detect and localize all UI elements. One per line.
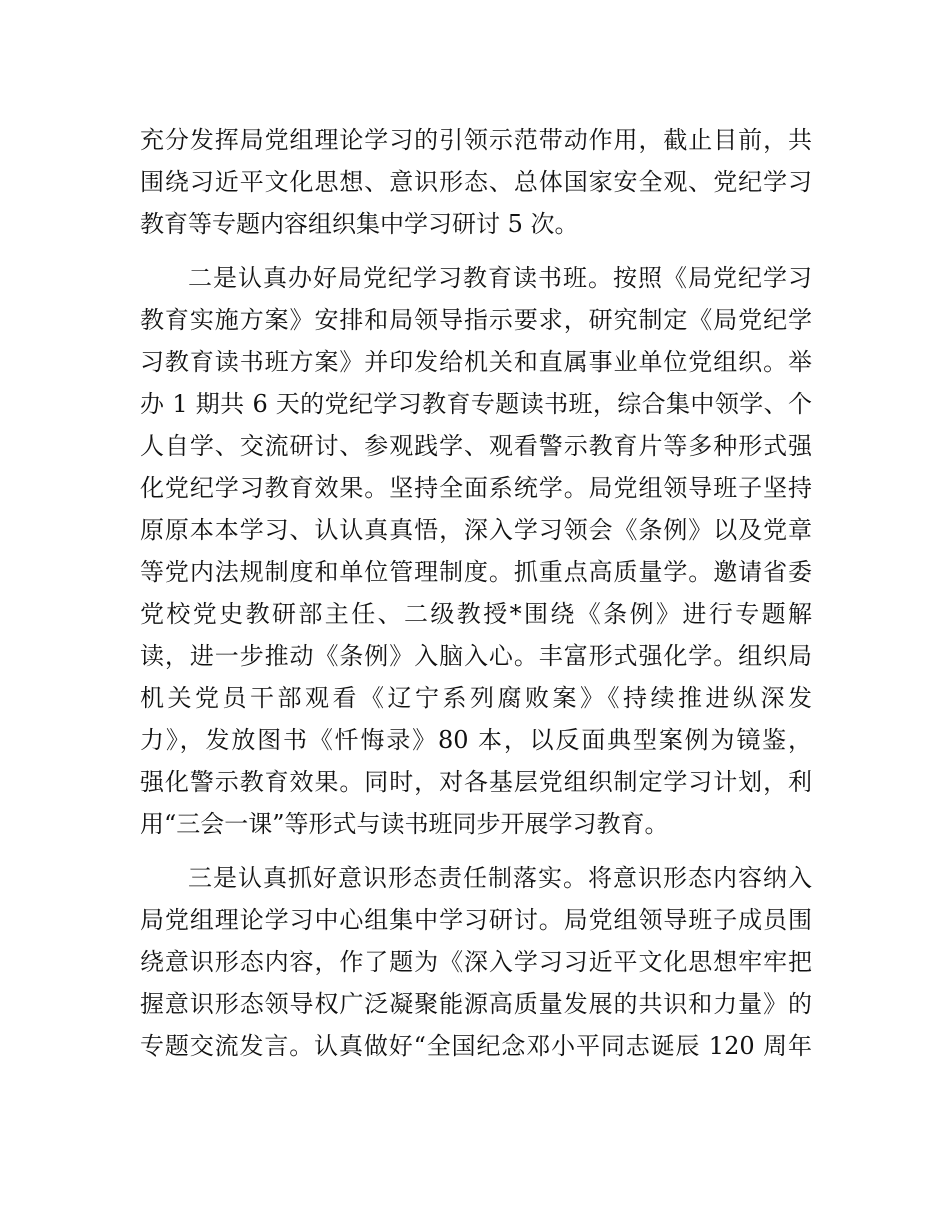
paragraph-2-line-14: 用“三会一课”等形式与读书班同步开展学习教育。 <box>140 810 669 838</box>
paragraph-2-line-6: 化党纪学习教育效果。坚持全面系统学。局党组领导班子坚持 <box>140 474 812 502</box>
paragraph-2-line-8: 等党内法规制度和单位管理制度。抓重点高质量学。邀请省委 <box>140 558 812 586</box>
paragraph-2-line-4: 办 1 期共 6 天的党纪学习教育专题读书班，综合集中领学、个 <box>140 390 812 418</box>
paragraph-3-line-4: 握意识形态领导权广泛凝聚能源高质量发展的共识和力量》的 <box>140 990 812 1018</box>
paragraph-3-line-5: 专题交流发言。认真做好“全国纪念邓小平同志诞辰 120 周年 <box>140 1032 812 1060</box>
paragraph-2-line-1: 二是认真办好局党纪学习教育读书班。按照《局党纪学习 <box>188 264 812 292</box>
paragraph-3-line-1: 三是认真抓好意识形态责任制落实。将意识形态内容纳入 <box>188 864 812 892</box>
paragraph-1-line-1: 充分发挥局党组理论学习的引领示范带动作用，截止目前，共 <box>140 126 812 154</box>
paragraph-2-line-13: 强化警示教育效果。同时，对各基层党组织制定学习计划，利 <box>140 768 812 796</box>
paragraph-2-line-7: 原原本本学习、认认真真悟，深入学习领会《条例》以及党章 <box>140 516 812 544</box>
paragraph-2-line-9: 党校党史教研部主任、二级教授*围绕《条例》进行专题解 <box>140 600 812 628</box>
paragraph-2-line-5: 人自学、交流研讨、参观践学、观看警示教育片等多种形式强 <box>140 432 812 460</box>
paragraph-2-line-10: 读，进一步推动《条例》入脑入心。丰富形式强化学。组织局 <box>140 642 812 670</box>
paragraph-1-line-3: 教育等专题内容组织集中学习研讨 5 次。 <box>140 210 579 238</box>
paragraph-2-line-3: 习教育读书班方案》并印发给机关和直属事业单位党组织。举 <box>140 348 812 376</box>
paragraph-2-line-12: 力》，发放图书《忏悔录》80 本，以反面典型案例为镜鉴， <box>140 726 812 754</box>
paragraph-3-line-3: 绕意识形态内容，作了题为《深入学习习近平文化思想牢牢把 <box>140 948 812 976</box>
paragraph-1-line-2: 围绕习近平文化思想、意识形态、总体国家安全观、党纪学习 <box>140 168 812 196</box>
paragraph-3-line-2: 局党组理论学习中心组集中学习研讨。局党组领导班子成员围 <box>140 906 812 934</box>
paragraph-2-line-2: 教育实施方案》安排和局领导指示要求，研究制定《局党纪学 <box>140 306 812 334</box>
paragraph-2-line-11: 机关党员干部观看《辽宁系列腐败案》《持续推进纵深发 <box>140 684 812 712</box>
